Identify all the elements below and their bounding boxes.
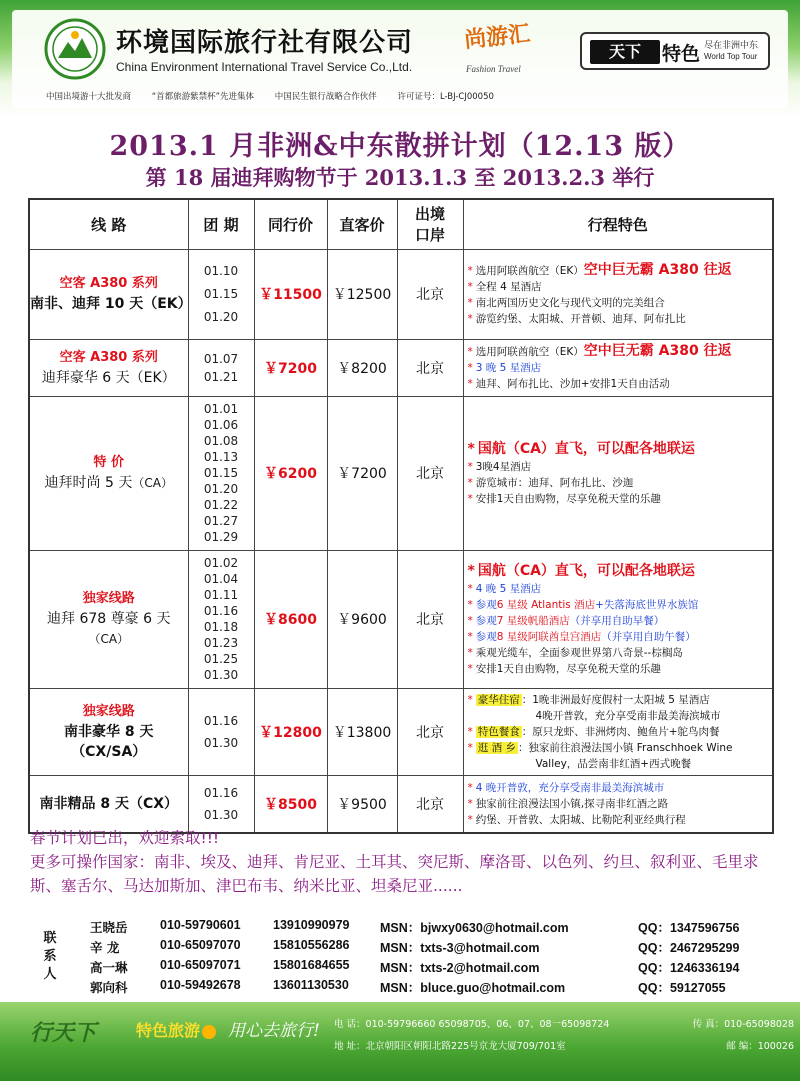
dates-cell (188, 688, 254, 775)
contact-tel: 010-59790601 (160, 918, 241, 932)
departure-port: 北京 (397, 249, 463, 339)
route-name: 迪拜 678 尊豪 6 天 (47, 611, 171, 627)
route-cell (29, 775, 188, 833)
table-header-row (29, 199, 773, 249)
date: 01.25 (203, 652, 239, 666)
feature-item: 4晚开普敦，充分享受南非最美海滨城市 (535, 709, 721, 722)
star-icon: * (467, 647, 473, 659)
date: 01.21 (203, 369, 239, 384)
star-icon: * (467, 797, 473, 810)
date: 01.22 (203, 498, 239, 512)
peer-price: ￥11500 (254, 249, 327, 339)
header-direct-price: 直客价 (327, 199, 397, 249)
feature-marker: 豪华住宿 (477, 693, 520, 706)
departure-port: 北京 (397, 396, 463, 550)
contact-tel: 010-65097071 (160, 958, 241, 972)
feature-item: * 乘观光缆车，全面参观世界第八奇景--棕榈岛 (467, 647, 683, 659)
dates-cell (188, 775, 254, 833)
route-tag: 独家线路 (82, 591, 135, 606)
star-icon: * (467, 296, 473, 309)
fashion-travel-en: Fashion Travel (466, 64, 521, 74)
tianxia-tese-logo (580, 32, 770, 70)
contact-row (90, 918, 790, 938)
feature-item: * 4 晚 5 星酒店 (467, 583, 542, 595)
feature-item: * 参观8 星级阿联酋皇宫酒店（并享用自助午餐） (467, 631, 696, 643)
feature-marker: 逛 酒 乡 (477, 741, 516, 754)
fashion-travel-logo (460, 20, 540, 82)
feature-item: * 安排1天自由购物，尽享免税天堂的乐趣 (467, 493, 661, 505)
header-port-line2: 口岸 (414, 226, 445, 245)
contact-qq: QQ：1347596756 (638, 921, 740, 935)
feature-item: * 特色餐食 ：原只龙虾、非洲烤肉、鲍鱼片+鸵鸟肉餐 (467, 725, 720, 738)
feature-item: Valley，品尝南非红酒+西式晚餐 (535, 757, 692, 770)
feature-item: * 3晚4星酒店 (467, 461, 532, 473)
feature-item: * 4 晚开普敦，充分享受南非最美海滨城市 (467, 781, 665, 794)
feature-item: * 游览约堡、太阳城、开普顿、迪拜、阿布扎比 (467, 312, 686, 325)
route-name: 迪拜时尚 5 天（CA） (44, 475, 173, 491)
header-port-line1: 出境 (414, 205, 445, 224)
contact-msn: MSN：txts-2@hotmail.com (380, 961, 540, 975)
feature-highlight: 空中巨无霸 A380 往返 (583, 261, 732, 278)
direct-price: ￥12500 (327, 249, 397, 339)
footer-row (334, 1014, 794, 1036)
feature-item: * 独家前往浪漫法国小镇,探寻南非红酒之路 (467, 797, 669, 810)
contact-mobile: 15801684655 (273, 958, 350, 972)
route-name: 南非精品 8 天（CX） (39, 795, 179, 812)
feature-item: * 国航（CA）直飞，可以配各地联运 (467, 441, 695, 457)
feature-item: * 3 晚 5 星酒店 (467, 362, 542, 374)
company-name-en: China Environment International Travel Service Co.,Ltd. (116, 60, 413, 74)
more-countries-note: 更多可操作国家：南非、埃及、迪拜、肯尼亚、土耳其、突尼斯、摩洛哥、以色列、约旦、叙利亚、毛里求斯、塞舌尔、马达加斯加、津巴布韦、纳米比亚、坦桑尼亚...... (30, 853, 759, 895)
contact-name: 辛 龙 (90, 940, 120, 955)
contacts-label-char: 联 (43, 931, 57, 946)
contacts-label-char: 人 (43, 967, 57, 982)
dates-cell (188, 339, 254, 396)
feature-item: * 参观7 星级帆船酒店（并享用自助早餐） (467, 615, 665, 627)
contact-row (90, 938, 790, 958)
table-row (29, 688, 773, 775)
header-banner (0, 0, 800, 118)
route-tag: 特 价 (93, 455, 125, 470)
route-cell (29, 688, 188, 775)
tianxia-tese: 特色 (662, 43, 701, 65)
footer-logo-tese-text: 特色旅游 (136, 1021, 201, 1040)
route-cell (29, 339, 188, 396)
feature-item: * 约堡、开普敦、太阳城、比勒陀利亚经典行程 (467, 813, 686, 826)
dates-cell (188, 249, 254, 339)
route-cell (29, 249, 192, 339)
table-row (29, 550, 773, 688)
page-title: 2013.1 月非洲&中东散拼计划（12.13 版） (109, 131, 691, 162)
route-tag: 空客 A380 系列 (59, 349, 158, 365)
feature-item: * 安排1天自由购物，尽享免税天堂的乐趣 (467, 663, 661, 675)
date: 01.01 (203, 402, 239, 416)
contact-name: 郭向科 (90, 980, 128, 995)
date: 01.30 (203, 807, 239, 822)
contact-row (90, 958, 790, 978)
feature-item: * 参观6 星级 Atlantis 酒店+失落海底世界水族馆 (467, 599, 699, 611)
footer-address: 地 址：北京朝阳区朝阳北路225号京龙大厦709/701室 (334, 1041, 566, 1052)
route-tag: 独家线路 (82, 703, 135, 719)
header-dates: 团 期 (188, 199, 254, 249)
dates-cell (188, 396, 254, 550)
contact-qq: QQ：2467295299 (638, 941, 740, 955)
star-icon: * (467, 813, 473, 826)
date: 01.23 (203, 636, 239, 650)
route-cell (29, 396, 188, 550)
date: 01.16 (203, 604, 239, 618)
direct-price: ￥13800 (327, 688, 397, 775)
star-icon: * (467, 461, 473, 473)
footer-banner (0, 1002, 800, 1081)
date: 01.02 (203, 556, 239, 570)
feature-highlight: 空中巨无霸 A380 往返 (583, 343, 732, 359)
route-tag: 空客 A380 系列 (59, 276, 158, 291)
route-cell (29, 550, 188, 688)
contact-tel: 010-59492678 (160, 978, 241, 992)
star-icon: * (467, 615, 473, 627)
route-name: 迪拜豪华 6 天（EK） (41, 369, 176, 386)
features-cell (463, 249, 773, 339)
star-icon: * (467, 312, 473, 325)
departure-port: 北京 (397, 688, 463, 775)
contact-name: 高一琳 (90, 960, 128, 975)
star-icon: * (467, 362, 473, 374)
tour-schedule-table (28, 198, 774, 834)
star-icon: * (467, 725, 473, 738)
contact-mobile: 13910990979 (273, 918, 350, 932)
contact-msn: MSN：txts-3@hotmail.com (380, 941, 540, 955)
footer-postcode: 邮 编：100026 (726, 1041, 794, 1052)
star-icon: * (467, 378, 473, 390)
feature-item: * 游览城市：迪拜、阿布扎比、沙迦 (467, 477, 634, 489)
star-icon: * (467, 441, 475, 457)
date: 01.16 (203, 713, 239, 728)
credit-item: 中国出境游十大批发商 (46, 92, 132, 102)
date: 01.27 (203, 514, 239, 528)
feature-item: * 国航（CA）直飞，可以配各地联运 (467, 563, 695, 579)
date: 01.10 (203, 263, 239, 278)
feature-item: * 迪拜、阿布扎比、沙加+安排1天自由活动 (467, 378, 670, 390)
features-cell (463, 775, 773, 833)
footer-contact-info (334, 1014, 794, 1058)
header-port (397, 199, 463, 249)
direct-price: ￥9500 (327, 775, 397, 833)
credit-item: “首都旅游紫禁杯”先进集体 (151, 92, 255, 102)
date: 01.15 (203, 466, 239, 480)
date: 01.16 (203, 785, 239, 800)
route-code: （CA） (88, 632, 130, 646)
table-row (29, 396, 773, 550)
star-icon: * (467, 599, 473, 611)
star-icon: * (467, 741, 473, 754)
notes-section (30, 826, 774, 898)
table-row (29, 775, 773, 833)
departure-port: 北京 (397, 550, 463, 688)
star-icon: * (467, 663, 473, 675)
spring-festival-note: 春节计划已出，欢迎索取!!! (30, 829, 220, 847)
star-icon: * (467, 583, 473, 595)
date: 01.06 (203, 418, 239, 432)
feature-item: * 全程 4 星酒店 (467, 280, 542, 293)
credit-license: 许可证号：L-BJ-CJ00050 (397, 92, 494, 102)
star-icon: * (467, 346, 473, 358)
feature-marker: 特色餐食 (477, 725, 520, 738)
contact-mobile: 13601130530 (273, 978, 349, 992)
header-features: 行程特色 (463, 199, 773, 249)
date: 01.29 (203, 530, 239, 544)
footer-row (334, 1036, 794, 1058)
peer-price: ￥8500 (254, 775, 327, 833)
contact-msn: MSN：bluce.guo@hotmail.com (380, 981, 566, 995)
date: 01.11 (203, 588, 239, 602)
star-icon: * (467, 493, 473, 505)
footer-logo-xingtianxia: 行天下 (30, 1020, 97, 1046)
route-name: 南非、迪拜 10 天（EK） (30, 296, 192, 312)
date: 01.04 (203, 572, 239, 586)
dates-cell (188, 550, 254, 688)
route-name: 南非豪华 8 天（CX/SA） (64, 723, 154, 760)
contact-row (90, 978, 790, 998)
date: 01.18 (203, 620, 239, 634)
direct-price: ￥8200 (327, 339, 397, 396)
feature-item: * 选用阿联酋航空（EK）空中巨无霸 A380 往返 (467, 261, 732, 278)
credit-item: 中国民生银行战略合作伙伴 (274, 92, 377, 102)
date: 01.30 (203, 668, 239, 682)
feature-item: * 南北两国历史文化与现代文明的完美组合 (467, 296, 665, 309)
features-cell (463, 339, 773, 396)
table-row (29, 249, 773, 339)
header-route: 线 路 (29, 199, 188, 249)
contact-msn: MSN：bjwxy0630@hotmail.com (380, 921, 569, 935)
ceits-logo-icon (44, 18, 106, 80)
date: 01.20 (203, 309, 239, 324)
date: 01.07 (203, 351, 239, 366)
contact-qq: QQ：59127055 (638, 981, 726, 995)
features-cell (463, 396, 773, 550)
star-icon: * (467, 477, 473, 489)
table-row (29, 339, 773, 396)
company-credits (46, 90, 512, 102)
star-icon: * (467, 563, 475, 579)
contact-tel: 010-65097070 (160, 938, 241, 952)
tianxia-box: 天下 (590, 40, 660, 64)
star-icon: * (467, 781, 473, 794)
footer-slogan: 用心去旅行! (228, 1021, 320, 1041)
sun-icon (202, 1025, 216, 1039)
contacts-label-char: 系 (43, 949, 57, 964)
contact-mobile: 15810556286 (273, 938, 350, 952)
peer-price: ￥8600 (254, 550, 327, 688)
peer-price: ￥12800 (254, 688, 327, 775)
fashion-travel-cn: 尚游汇 (463, 21, 532, 54)
star-icon: * (467, 264, 473, 277)
star-icon: * (467, 280, 473, 293)
footer-phone: 电 话：010-59796660 65098705、06、07、08一65098724 (334, 1019, 610, 1030)
date: 01.08 (203, 434, 239, 448)
star-icon: * (467, 693, 473, 706)
header-peer-price: 同行价 (254, 199, 327, 249)
tianxia-slogan-en: World Top Tour (704, 52, 758, 61)
direct-price: ￥9600 (327, 550, 397, 688)
direct-price: ￥7200 (327, 396, 397, 550)
contact-name: 王晓岳 (90, 920, 128, 935)
date: 01.15 (203, 286, 239, 301)
date: 01.20 (203, 482, 239, 496)
contact-qq: QQ：1246336194 (638, 961, 740, 975)
feature-item: * 选用阿联酋航空（EK）空中巨无霸 A380 往返 (467, 343, 732, 359)
features-cell (463, 688, 773, 775)
peer-price: ￥7200 (254, 339, 327, 396)
company-name-cn: 环境国际旅行社有限公司 (116, 28, 414, 58)
departure-port: 北京 (397, 339, 463, 396)
star-icon: * (467, 631, 473, 643)
peer-price: ￥6200 (254, 396, 327, 550)
feature-item: * 豪华住宿 ：1晚非洲最好度假村一太阳城 5 星酒店 (467, 693, 710, 706)
date: 01.13 (203, 450, 239, 464)
departure-port: 北京 (397, 775, 463, 833)
footer-fax: 传 真：010-65098028 (692, 1019, 794, 1030)
features-cell (463, 550, 773, 688)
page-subtitle: 第 18 届迪拜购物节于 2013.1.3 至 2013.2.3 举行 (145, 165, 655, 190)
tianxia-slogan-cn: 尽在非洲中东 (704, 41, 759, 51)
contacts-label (40, 930, 60, 984)
date: 01.30 (203, 735, 239, 750)
footer-logo-tese (136, 1018, 216, 1041)
feature-item: * 逛 酒 乡 ：独家前往浪漫法国小镇 Franschhoek Wine (467, 741, 733, 754)
